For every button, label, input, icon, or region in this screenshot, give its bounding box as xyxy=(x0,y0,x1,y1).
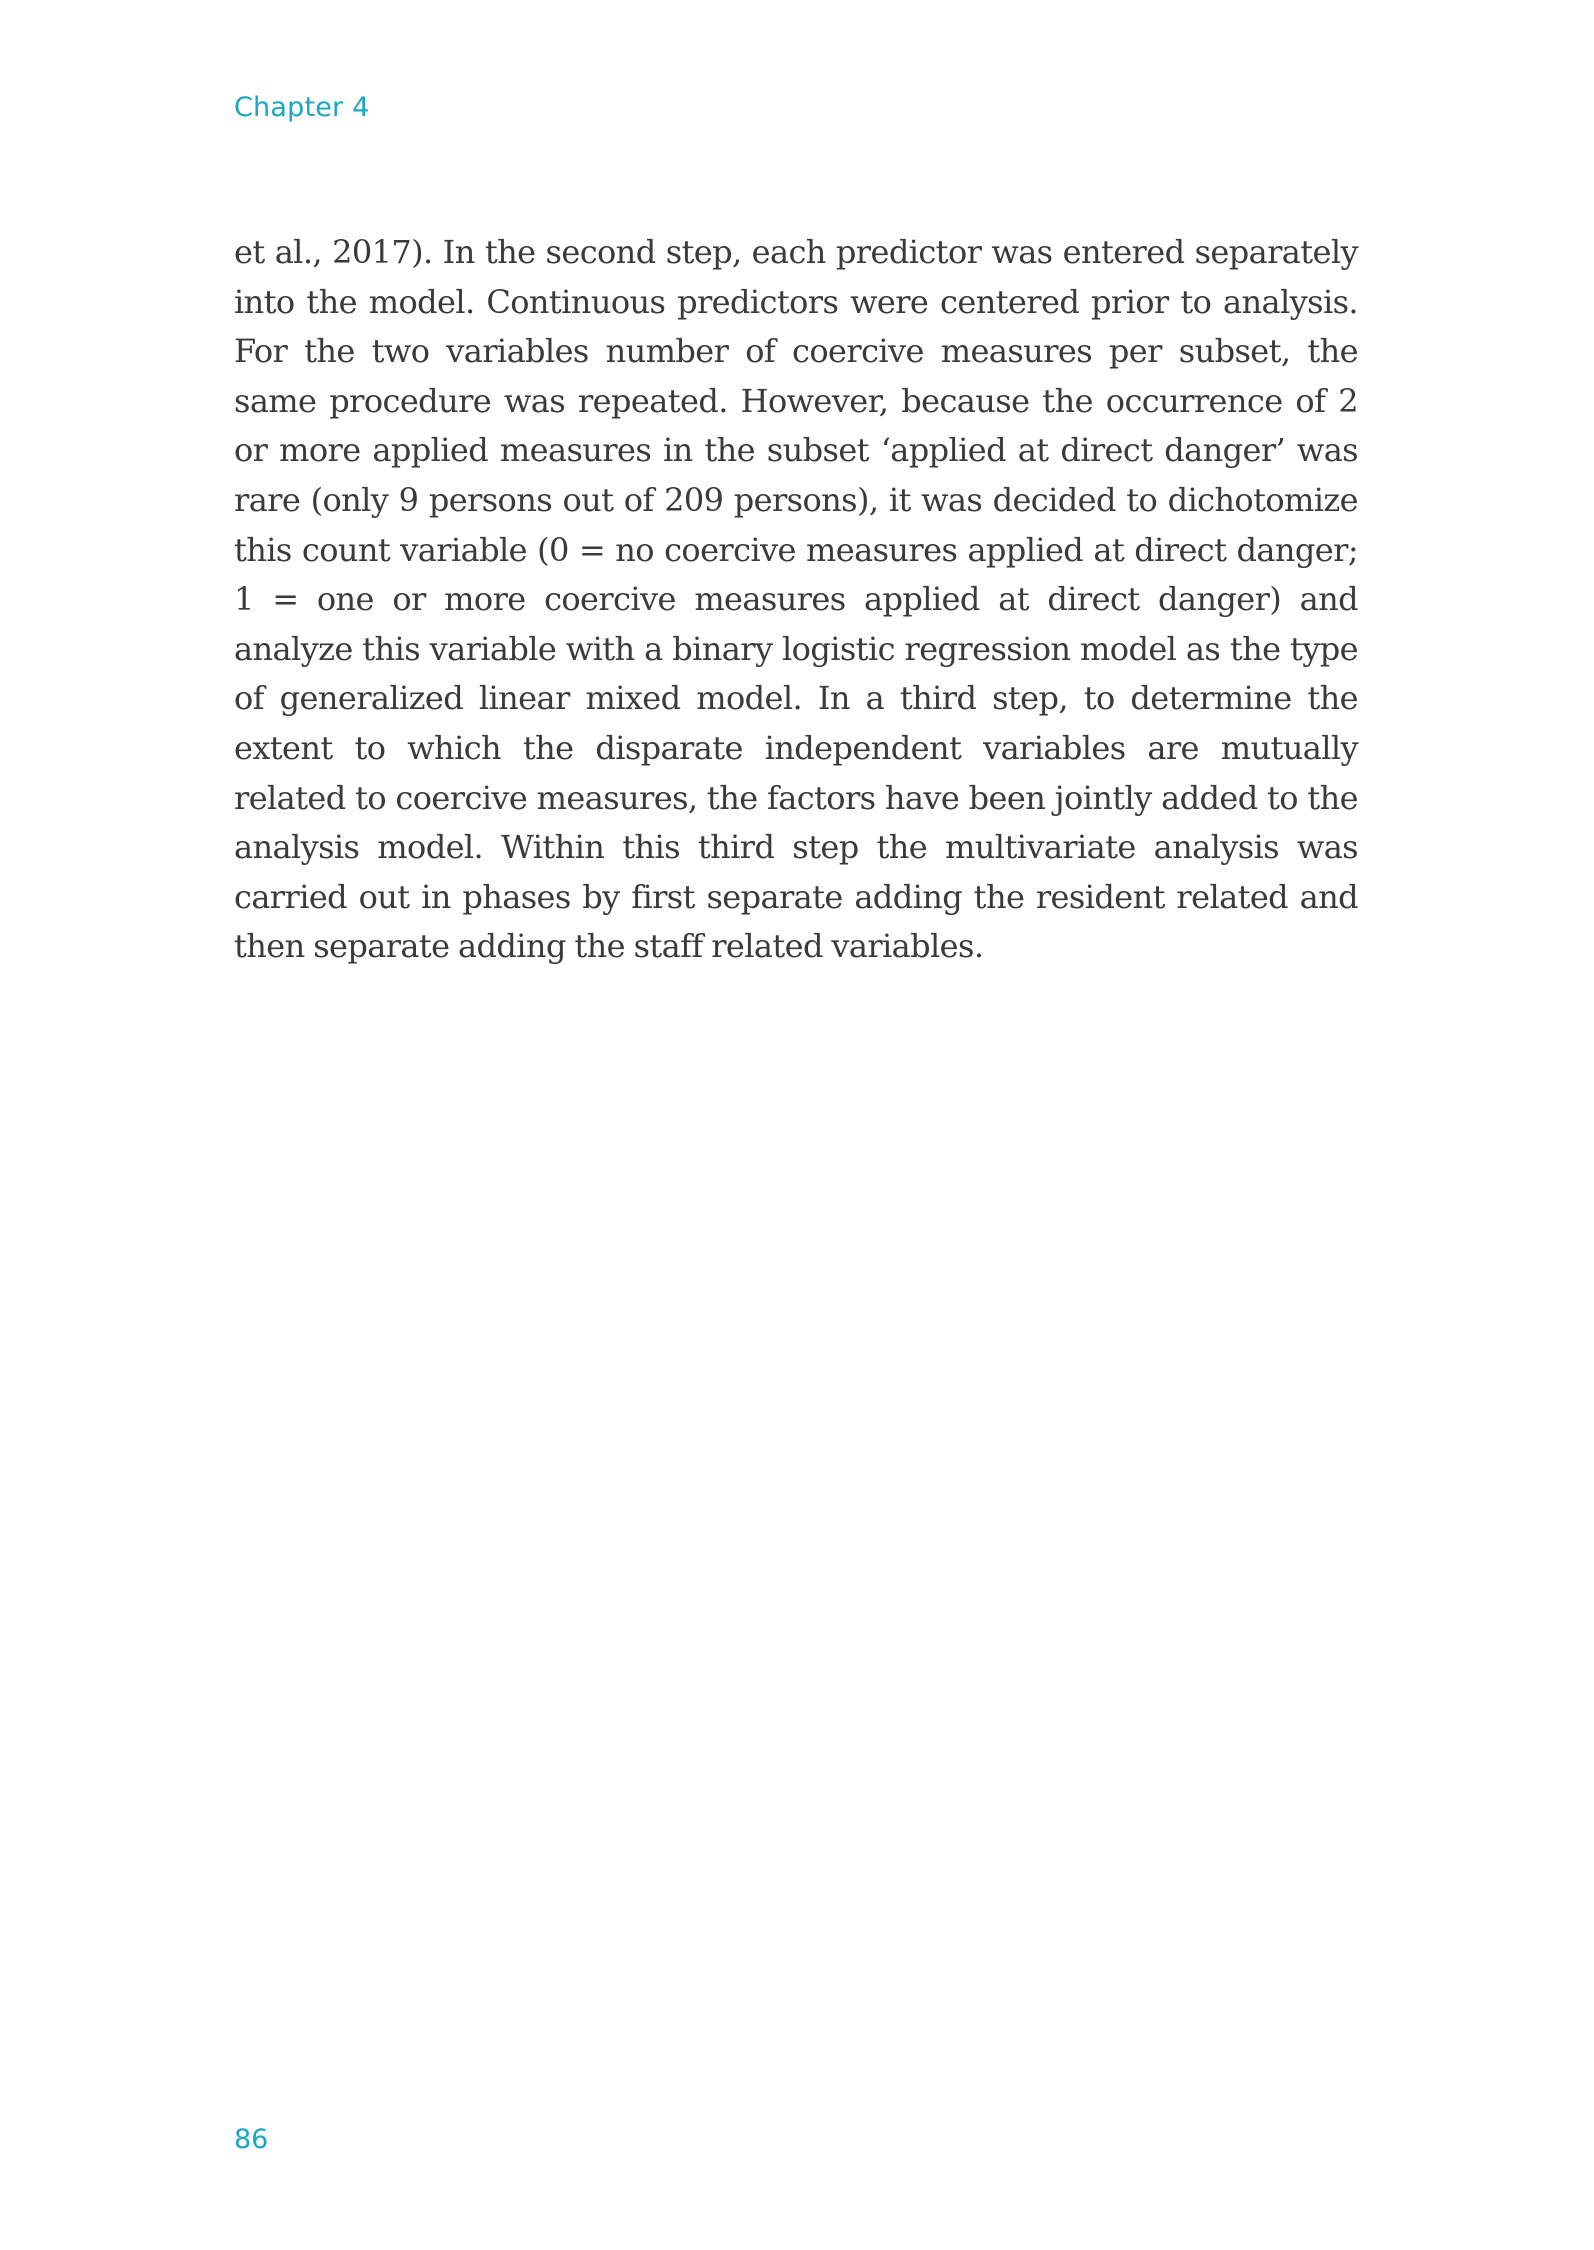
chapter-heading: Chapter 4 xyxy=(234,92,370,123)
body-paragraph: et al., 2017). In the second step, each predictor was entered separately into the model. Continuous predictors were centered prior to analysis. For the two variables number of coercive measures per subset, the same procedure was repeated. However, because the occurrence of 2 or more applied measures in the subset ‘applied at direct danger’ was rare (only 9 persons out of 209 persons), it was decided to dichotomize this count variable (0 = no coercive measures applied at direct danger; 1 = one or more coercive measures applied at direct danger) and analyze this variable with a binary logistic regression model as the type of generalized linear mixed model. In a third step, to determine the extent to which the disparate independent variables are mutually related to coercive measures, the factors have been jointly added to the analysis model. Within this third step the multivariate analysis was carried out in phases by first separate adding the resident related and then separate adding the staff related variables. xyxy=(234,233,1358,966)
page-number: 86 xyxy=(234,2124,269,2155)
